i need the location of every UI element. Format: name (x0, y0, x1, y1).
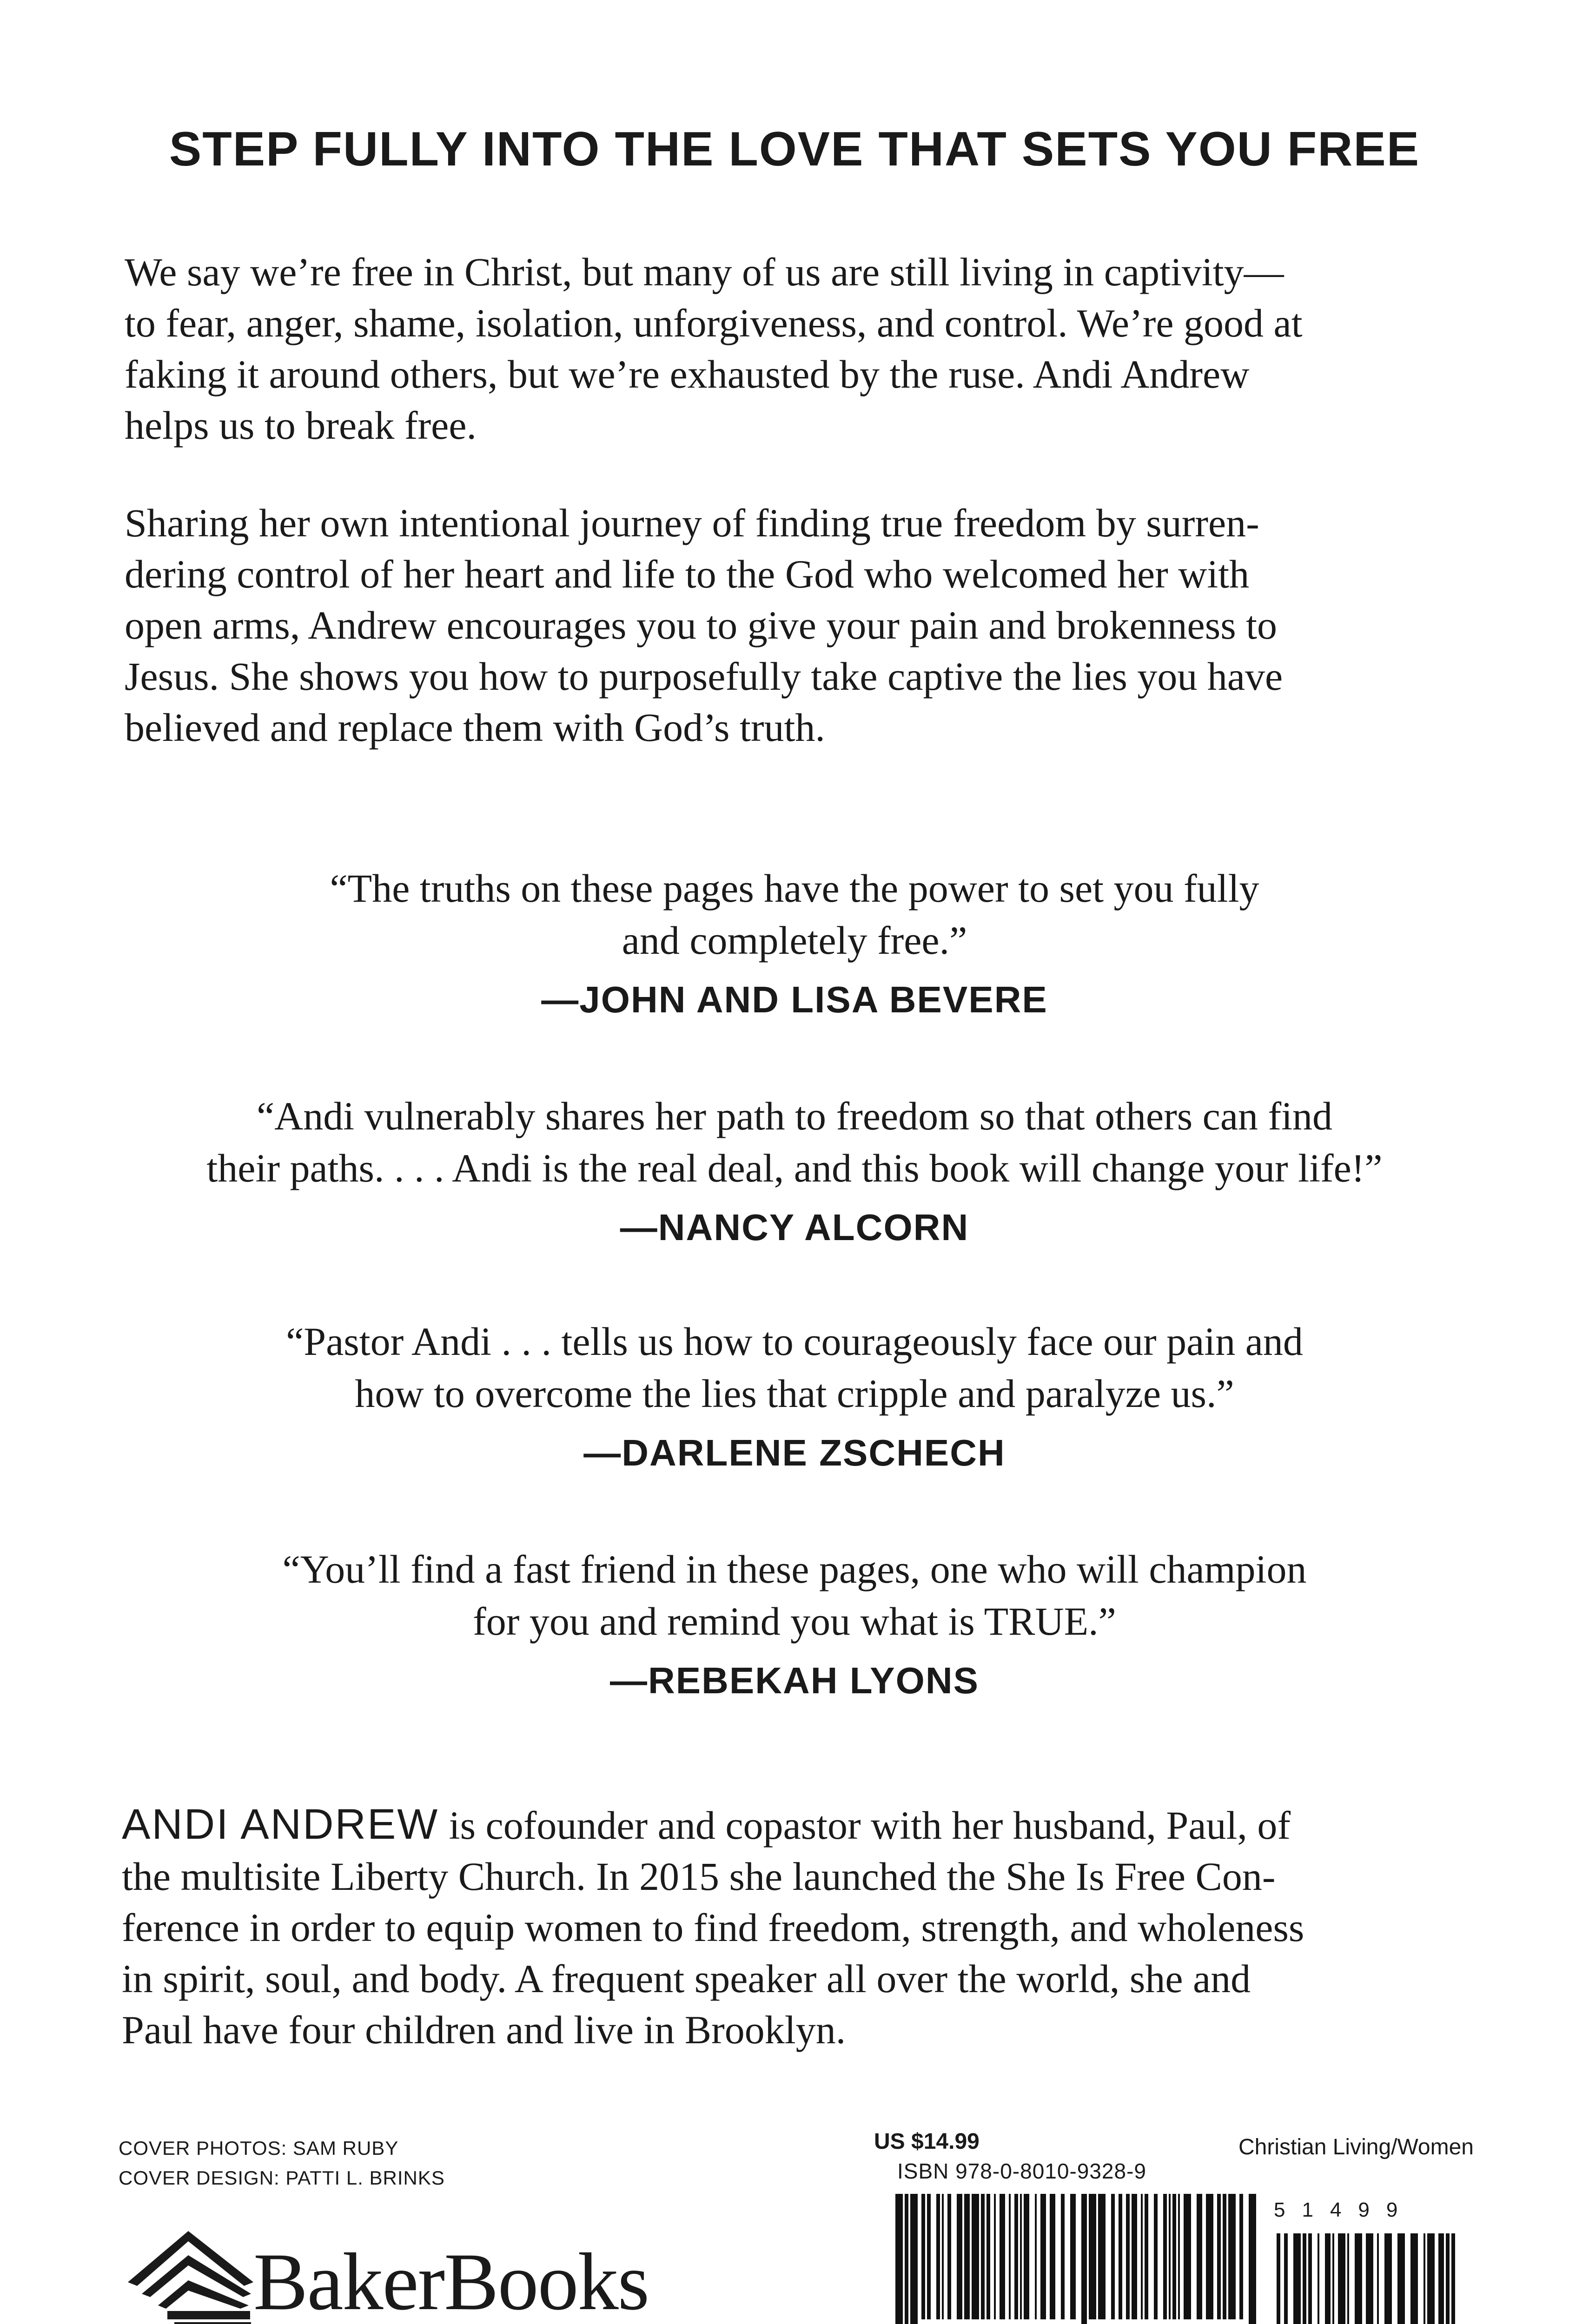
barcode-bar (1098, 2194, 1106, 2319)
endorsement-lyons (0, 1543, 1589, 1704)
bio-line: the multisite Liberty Church. In 2015 she launched the She Is Free Con- (122, 1854, 1276, 1899)
body-line: believed and replace them with God’s truth. (125, 705, 825, 750)
quote-line: and completely free.” (622, 918, 967, 963)
quote-line: “Pastor Andi . . . tells us how to courageously face our pain and (286, 1319, 1303, 1364)
barcode-bar (972, 2194, 979, 2319)
price-addon-barcode (1274, 2233, 1460, 2324)
barcode-bar (1277, 2233, 1280, 2324)
cover-design-credit: COVER DESIGN: PATTI L. BRINKS (119, 2167, 445, 2189)
barcode-bar (1014, 2194, 1018, 2319)
barcode-bar (1178, 2194, 1180, 2319)
barcode-bar (942, 2194, 944, 2319)
author-name: ANDI ANDREW (122, 1801, 439, 1848)
barcode-bar (1446, 2233, 1450, 2324)
barcode-bar (981, 2194, 985, 2319)
barcode-bar (1035, 2194, 1037, 2319)
barcode-bar (1009, 2194, 1011, 2319)
intro-line: helps us to break free. (125, 403, 477, 448)
isbn-barcode (893, 2194, 1260, 2324)
barcode-bar (1126, 2194, 1130, 2319)
price: US $14.99 (874, 2129, 980, 2154)
quote-line: “The truths on these pages have the power to set you fully (330, 866, 1259, 911)
barcode-bar (1284, 2233, 1288, 2324)
barcode-bar (1347, 2233, 1349, 2324)
barcode-bar (1172, 2194, 1176, 2319)
quote-line: “Andi vulnerably shares her path to freedom so that others can find (256, 1094, 1333, 1138)
barcode-bar (1410, 2233, 1418, 2324)
barcode-bar (927, 2194, 931, 2319)
barcode-bar (1239, 2194, 1243, 2319)
barcode-bar (1169, 2194, 1171, 2319)
barcode-bar (1145, 2194, 1148, 2319)
isbn: ISBN 978-0-8010-9328-9 (897, 2159, 1146, 2183)
barcode-bar (1217, 2194, 1221, 2319)
barcode-bar (1020, 2194, 1022, 2319)
intro-paragraph (125, 246, 1473, 451)
retail-block (874, 2129, 1474, 2324)
barcode-bar (1318, 2233, 1319, 2324)
barcode-bar (1050, 2194, 1055, 2319)
barcode-bar (1197, 2194, 1202, 2319)
intro-line: faking it around others, but we’re exhausted by the ruse. Andi Andrew (125, 352, 1250, 396)
barcode-bar (1427, 2233, 1435, 2324)
barcode-bar (1438, 2233, 1444, 2324)
barcode-bar (1040, 2194, 1046, 2319)
barcode-bar (1366, 2233, 1373, 2324)
barcode-bar (1332, 2233, 1334, 2324)
barcode-bar (1303, 2233, 1306, 2324)
barcode-bar (895, 2194, 903, 2324)
barcode-bar (1423, 2233, 1425, 2324)
barcode-bar (1451, 2233, 1455, 2324)
barcode-bar (1070, 2194, 1076, 2319)
barcode-bar (1089, 2194, 1096, 2319)
bio-line: Paul have four children and live in Brooklyn. (122, 2007, 846, 2052)
publisher-name: BakerBooks (253, 2237, 649, 2324)
barcode-bar (1377, 2233, 1379, 2324)
barcode-bar (1397, 2233, 1405, 2324)
barcode-bar (1163, 2194, 1167, 2319)
barcode-bar (1384, 2233, 1392, 2324)
bio-line: in spirit, soul, and body. A frequent speaker all over the world, she and (122, 1956, 1251, 2001)
barcode-bar (1000, 2194, 1005, 2319)
body-line: open arms, Andrew encourages you to give your pain and brokenness to (125, 603, 1278, 647)
bio-line: ference in order to equip women to find freedom, strength, and wholeness (122, 1905, 1304, 1950)
endorsement-bevere (0, 862, 1589, 1023)
barcode-bar (921, 2194, 925, 2319)
barcode-bar (994, 2194, 996, 2319)
cover-credits (119, 2133, 445, 2193)
barcode-bar (1132, 2194, 1137, 2319)
author-bio (122, 1799, 1470, 2055)
barcode-bar (1325, 2233, 1331, 2324)
cover-photos-credit: COVER PHOTOS: SAM RUBY (119, 2137, 399, 2159)
barcode-bar (957, 2194, 962, 2319)
quote-attribution: —DARLENE ZSCHECH (583, 1432, 1006, 1473)
barcode-bar (1141, 2194, 1143, 2319)
barcode-bar (1081, 2194, 1087, 2324)
category: Christian Living/Women (1238, 2135, 1474, 2159)
barcode-bar (1111, 2194, 1115, 2319)
quote-attribution: —REBEKAH LYONS (609, 1660, 980, 1701)
bio-first-line (122, 1799, 1470, 1851)
body-line: Jesus. She shows you how to purposefully take captive the lies you have (125, 654, 1283, 699)
barcode-bar (1184, 2194, 1191, 2319)
barcode-bar (1228, 2194, 1236, 2319)
body-line: dering control of her heart and life to the God who welcomed her with (125, 552, 1250, 596)
barcode-bar (910, 2194, 918, 2324)
barcode-bar (1338, 2233, 1345, 2324)
quote-line: for you and remind you what is TRUE.” (473, 1599, 1116, 1644)
barcode-bar (1206, 2194, 1213, 2319)
quote-line: “You’ll find a fast friend in these pages, one who will champion (282, 1547, 1307, 1591)
barcode-bar (1119, 2194, 1122, 2319)
barcode-bar (1024, 2194, 1029, 2319)
quote-line: their paths. . . . Andi is the real deal, and this book will change your life!” (206, 1146, 1383, 1190)
barcode-bar (1223, 2194, 1226, 2319)
quote-attribution: —JOHN AND LISA BEVERE (541, 979, 1048, 1020)
barcode-bar (964, 2194, 970, 2319)
endorsement-zschech (0, 1315, 1589, 1476)
intro-line: to fear, anger, shame, isolation, unforgiveness, and control. We’re good at (125, 301, 1303, 345)
body-paragraph (125, 497, 1473, 753)
barcode-bar (1061, 2194, 1065, 2319)
barcode-bar (1249, 2194, 1256, 2324)
intro-line: We say we’re free in Christ, but many of us are still living in captivity— (125, 250, 1284, 294)
quote-attribution: —NANCY ALCORN (620, 1207, 969, 1248)
quote-line: how to overcome the lies that cripple and paralyze us.” (355, 1371, 1234, 1416)
body-line: Sharing her own intentional journey of finding true freedom by surren- (125, 501, 1259, 545)
barcode-bar (936, 2194, 940, 2319)
endorsement-alcorn (0, 1090, 1589, 1251)
stacked-books-icon (119, 2212, 258, 2324)
publisher-logo (119, 2194, 676, 2324)
barcode-bar (947, 2194, 951, 2319)
barcode-bar (905, 2194, 908, 2324)
bio-first-line-text: is cofounder and copastor with her husband, Paul, of (439, 1803, 1291, 1848)
barcode-bar (1293, 2233, 1301, 2324)
headline: STEP FULLY INTO THE LOVE THAT SETS YOU FREE (169, 122, 1420, 176)
barcode-bar (987, 2194, 990, 2319)
barcode-bar (1154, 2194, 1158, 2319)
barcode-bar (1355, 2233, 1362, 2324)
addon-digits: 51499 (1274, 2199, 1415, 2221)
barcode-bar (1308, 2233, 1312, 2324)
